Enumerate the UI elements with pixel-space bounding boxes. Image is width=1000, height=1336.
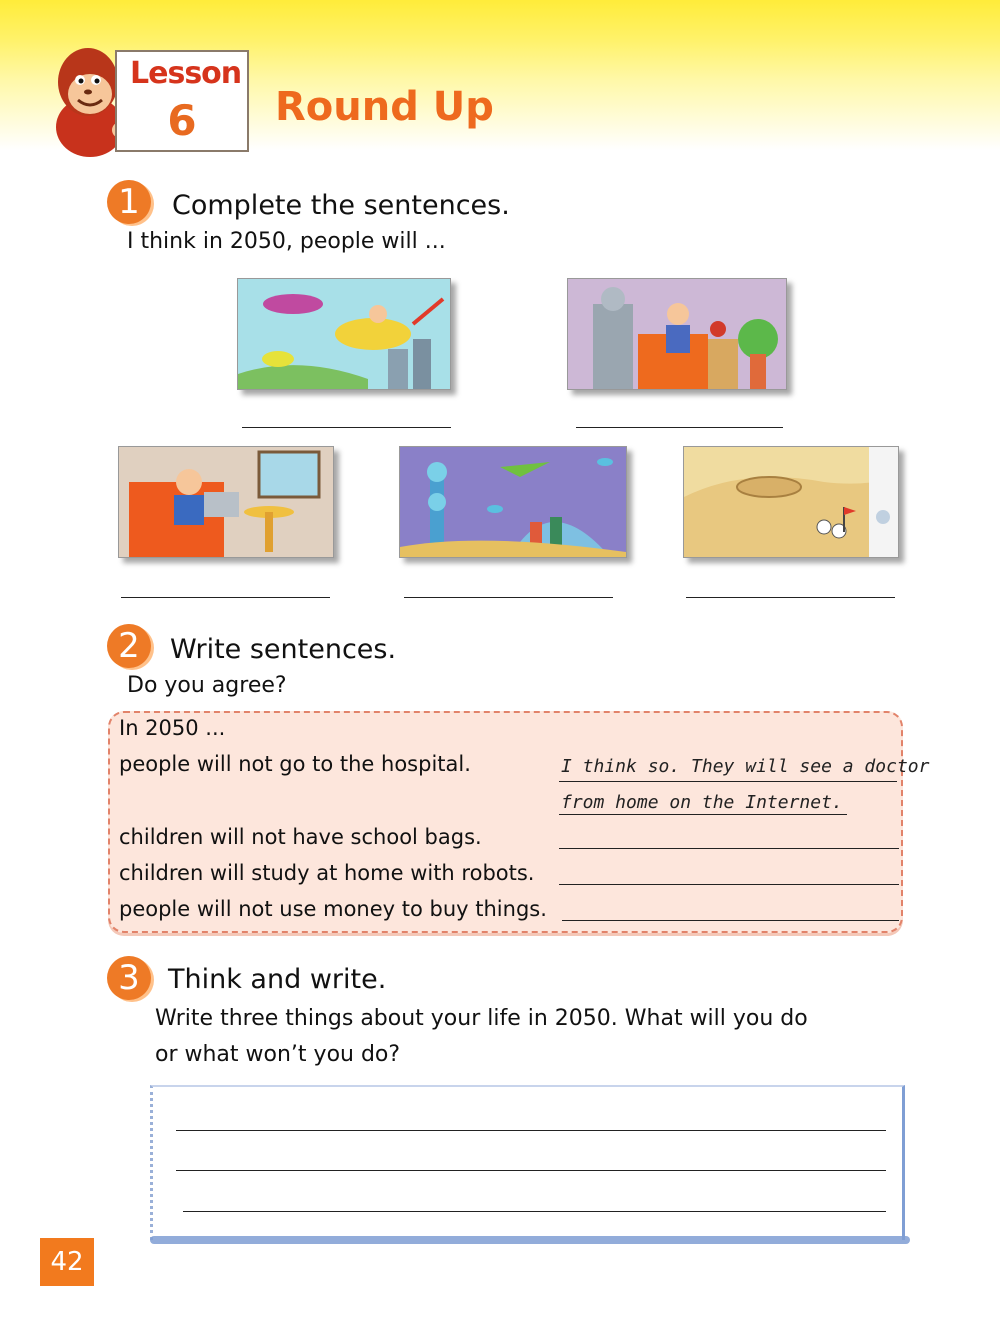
statement-3: children will study at home with robots. [119, 861, 535, 885]
writing-line[interactable] [183, 1211, 886, 1212]
statement-1: people will not go to the hospital. [119, 752, 471, 776]
picture-robot-helper [567, 278, 787, 390]
section-3-prompt-line-2: or what won’t you do? [155, 1042, 401, 1067]
section-2-title: Write sentences. [170, 634, 397, 665]
answer-line[interactable] [686, 597, 895, 598]
answer-line[interactable] [242, 427, 451, 428]
lesson-label: Lesson [130, 56, 242, 91]
writing-line[interactable] [176, 1130, 886, 1131]
picture-flying-cars [237, 278, 451, 390]
answer-1-line-1: I think so. They will see a doctor [561, 756, 930, 777]
section-3-title: Think and write. [168, 964, 387, 995]
picture-space-city [399, 446, 627, 558]
answer-line[interactable] [559, 814, 847, 815]
page-title: Round Up [275, 84, 494, 130]
lesson-number: 6 [167, 96, 197, 145]
section-2-prompt: Do you agree? [127, 673, 287, 698]
answer-1-line-2: from home on the Internet. [561, 792, 843, 813]
statement-2: children will not have school bags. [119, 825, 482, 849]
writing-line[interactable] [176, 1170, 886, 1171]
answer-line[interactable] [404, 597, 613, 598]
paper-edge [150, 1236, 910, 1244]
answer-line[interactable] [562, 920, 899, 921]
answer-line[interactable] [576, 427, 783, 428]
picture-boy-reading [118, 446, 334, 558]
statement-4: people will not use money to buy things. [119, 897, 547, 921]
section-1-badge: 1 [107, 180, 151, 224]
page-number: 42 [40, 1238, 94, 1286]
section-3-prompt-line-1: Write three things about your life in 2050. What will you do [155, 1006, 808, 1031]
answer-line[interactable] [559, 848, 899, 849]
box-intro: In 2050 ... [119, 716, 226, 740]
section-1-title: Complete the sentences. [172, 190, 510, 221]
answer-line[interactable] [559, 781, 897, 782]
section-1-prompt: I think in 2050, people will ... [127, 229, 446, 254]
picture-moon-landing [683, 446, 899, 558]
answer-line[interactable] [559, 884, 899, 885]
writing-paper [150, 1085, 905, 1240]
section-2-badge: 2 [107, 624, 151, 668]
section-3-badge: 3 [107, 956, 151, 1000]
answer-line[interactable] [121, 597, 330, 598]
